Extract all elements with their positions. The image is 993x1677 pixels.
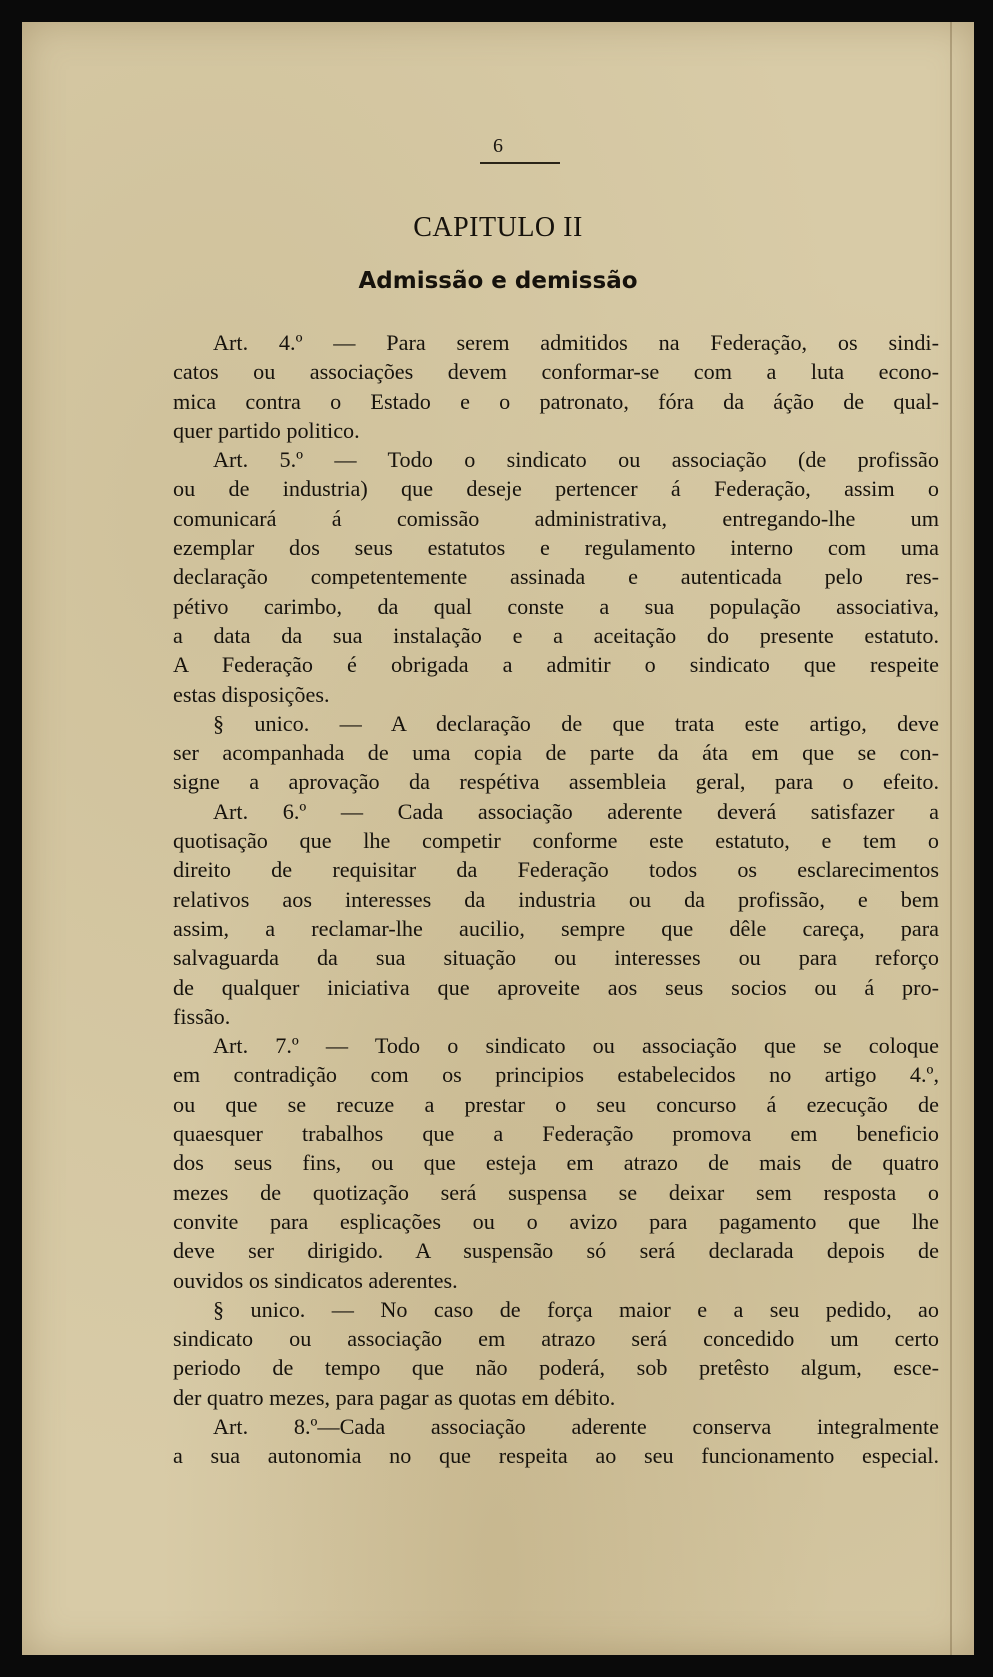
text-line: ou de industria) que deseje pertencer á Federação, assim o bbox=[173, 476, 939, 502]
text-line: sindicato ou associação em atrazo será concedido um certo bbox=[173, 1326, 939, 1352]
text-line: dos seus fins, ou que esteja em atrazo de mais de quatro bbox=[173, 1150, 939, 1176]
document-page bbox=[22, 22, 974, 1655]
text-line: periodo de tempo que não poderá, sob pretêsto algum, esce- bbox=[173, 1355, 939, 1381]
text-line: mica contra o Estado e o patronato, fóra da áção de qual- bbox=[173, 388, 939, 414]
text-line: signe a aprovação da respétiva assembleia geral, para o efeito. bbox=[173, 769, 939, 795]
text-line: quotisação que lhe competir conforme este estatuto, e tem o bbox=[173, 828, 939, 854]
chapter-title: CAPITULO II bbox=[413, 212, 583, 243]
text-line: deve ser dirigido. A suspensão só será declarada depois de bbox=[173, 1238, 939, 1264]
text-line: pétivo carimbo, da qual conste a sua população associativa, bbox=[173, 593, 939, 619]
text-line: relativos aos interesses da industria ou da profissão, e bem bbox=[173, 886, 939, 912]
text-line: ouvidos os sindicatos aderentes. bbox=[173, 1267, 458, 1293]
text-line: quer partido politico. bbox=[173, 417, 360, 443]
page-number: 6 bbox=[493, 135, 503, 157]
text-line: A Federação é obrigada a admitir o sindicato que respeite bbox=[173, 652, 939, 678]
text-line: Art. 4.º — Para serem admitidos na Federação, os sindi- bbox=[213, 330, 939, 355]
text-line: fissão. bbox=[173, 1003, 231, 1029]
page-fold bbox=[950, 22, 952, 1655]
text-line: Art. 7.º — Todo o sindicato ou associação que se coloque bbox=[213, 1033, 939, 1059]
text-line: estas disposições. bbox=[173, 681, 330, 707]
text-line: convite para esplicações ou o avizo para pagamento que lhe bbox=[173, 1208, 939, 1234]
text-line: Art. 6.º — Cada associação aderente deverá satisfazer a bbox=[213, 798, 939, 824]
text-line: ezemplar dos seus estatutos e regulamento interno com uma bbox=[173, 535, 939, 561]
text-line: § unico. — A declaração de que trata este artigo, deve bbox=[213, 710, 939, 736]
text-line: assim, a reclamar-lhe aucilio, sempre que dêle careça, para bbox=[173, 915, 939, 941]
text-line: a sua autonomia no que respeita ao seu funcionamento especial. bbox=[173, 1443, 939, 1469]
page-number-rule bbox=[480, 162, 560, 164]
text-line: quaesquer trabalhos que a Federação promova em beneficio bbox=[173, 1121, 939, 1147]
text-line: comunicará á comissão administrativa, entregando-lhe um bbox=[173, 505, 939, 531]
text-line: declaração competentemente assinada e autenticada pelo res- bbox=[173, 564, 939, 590]
body-text bbox=[173, 328, 939, 1471]
text-line: salvaguarda da sua situação ou interesses ou para reforço bbox=[173, 945, 939, 971]
text-line: ou que se recuze a prestar o seu concurso á ezecução de bbox=[173, 1091, 939, 1117]
text-line: Art. 8.º—Cada associação aderente conserva integralmente bbox=[213, 1413, 939, 1439]
text-line: de qualquer iniciativa que aproveite aos seus socios ou á pro- bbox=[173, 974, 939, 1000]
text-line: ser acompanhada de uma copia de parte da áta em que se con- bbox=[173, 740, 939, 766]
text-line: direito de requisitar da Federação todos os esclarecimentos bbox=[173, 857, 939, 883]
text-line: em contradição com os principios estabelecidos no artigo 4.º, bbox=[173, 1062, 939, 1088]
text-line: a data da sua instalação e a aceitação do presente estatuto. bbox=[173, 622, 939, 648]
text-line: catos ou associações devem conformar-se com a luta econo- bbox=[173, 359, 939, 385]
text-line: mezes de quotização será suspensa se deixar sem resposta o bbox=[173, 1179, 939, 1205]
text-line: der quatro mezes, para pagar as quotas em débito. bbox=[173, 1384, 616, 1410]
section-title: Admissão e demissão bbox=[358, 268, 638, 294]
text-line: Art. 5.º — Todo o sindicato ou associação (de profissão bbox=[213, 447, 939, 473]
text-line: § unico. — No caso de força maior e a seu pedido, ao bbox=[213, 1296, 939, 1322]
